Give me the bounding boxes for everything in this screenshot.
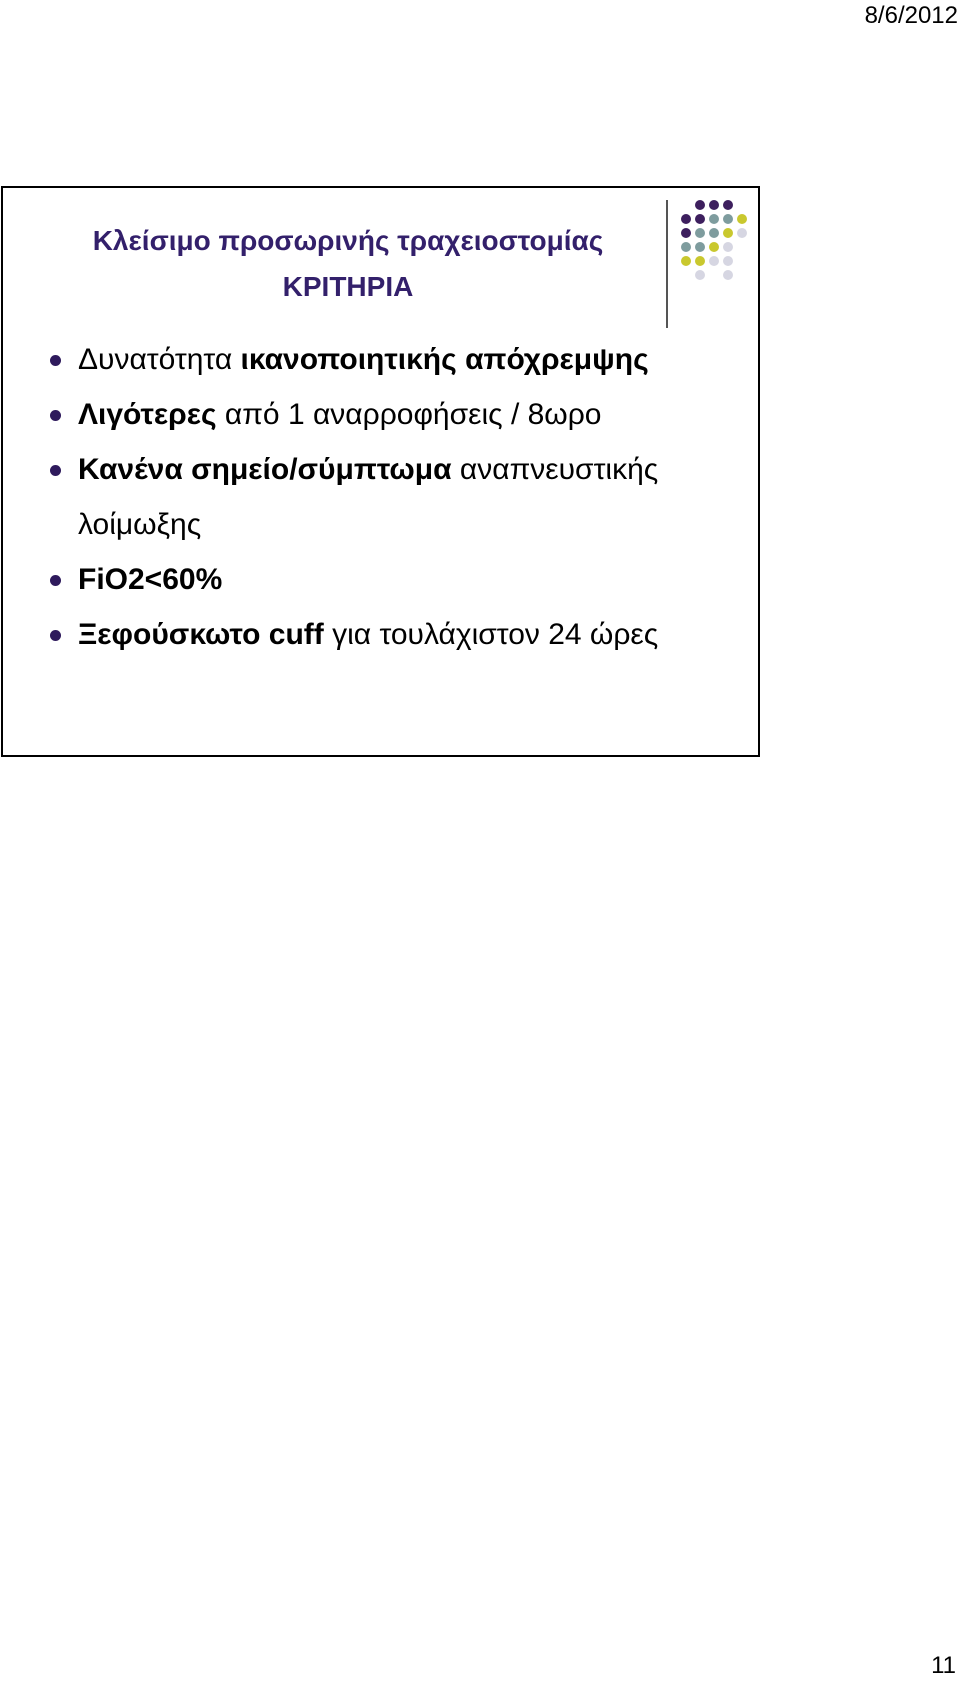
decoration-dot	[681, 214, 691, 224]
decoration-dot	[723, 270, 733, 280]
bullet-text: Δυνατότητα	[78, 343, 241, 376]
slide-title	[33, 218, 663, 310]
decoration-dot	[695, 200, 705, 210]
decoration-dot	[695, 214, 705, 224]
decoration-dot	[737, 228, 747, 238]
bullet-text: από 1 αναρροφήσεις / 8ωρο	[216, 398, 602, 431]
decoration-dot	[695, 270, 705, 280]
decoration-dot	[723, 228, 733, 238]
list-item	[49, 332, 739, 387]
decoration-dot	[709, 214, 719, 224]
bullet-bold-text: Ξεφούσκωτο cuff	[78, 618, 324, 651]
decoration-dot	[709, 228, 719, 238]
decoration-dot	[723, 242, 733, 252]
decoration-dot	[695, 228, 705, 238]
bullet-bold-text: Λιγότερες	[78, 398, 217, 431]
decoration-dot	[709, 256, 719, 266]
bullet-text: αναπνευστικής λοίμωξης	[78, 453, 659, 541]
decoration-dot	[681, 256, 691, 266]
title-divider-line	[666, 200, 668, 328]
decoration-dot	[681, 228, 691, 238]
page-number: 11	[931, 1652, 956, 1679]
list-item	[49, 387, 739, 442]
criteria-list	[49, 332, 739, 662]
decoration-dot	[695, 256, 705, 266]
decoration-dot	[709, 242, 719, 252]
list-item	[49, 442, 718, 552]
list-item	[49, 607, 739, 662]
decoration-dot	[737, 214, 747, 224]
bullet-text: για τουλάχιστον 24 ώρες	[323, 618, 659, 651]
decoration-dot	[723, 200, 733, 210]
list-item	[49, 552, 739, 607]
page-date: 8/6/2012	[864, 2, 958, 29]
decoration-dot	[723, 256, 733, 266]
slide-frame	[1, 186, 760, 757]
bullet-bold-text: FiO2<60%	[78, 563, 223, 596]
slide-title-line-1: Κλείσιμο προσωρινής τραχειοστομίας	[92, 225, 604, 256]
slide-title-line-2: ΚΡΙΤΗΡΙΑ	[282, 271, 414, 302]
decoration-dot	[723, 214, 733, 224]
bullet-bold-text: ικανοποιητικής απόχρεμψης	[240, 343, 649, 376]
decoration-dot	[709, 200, 719, 210]
bullet-bold-text: Κανένα σημείο/σύμπτωμα	[78, 453, 452, 486]
decoration-dot	[681, 242, 691, 252]
decoration-dot	[695, 242, 705, 252]
